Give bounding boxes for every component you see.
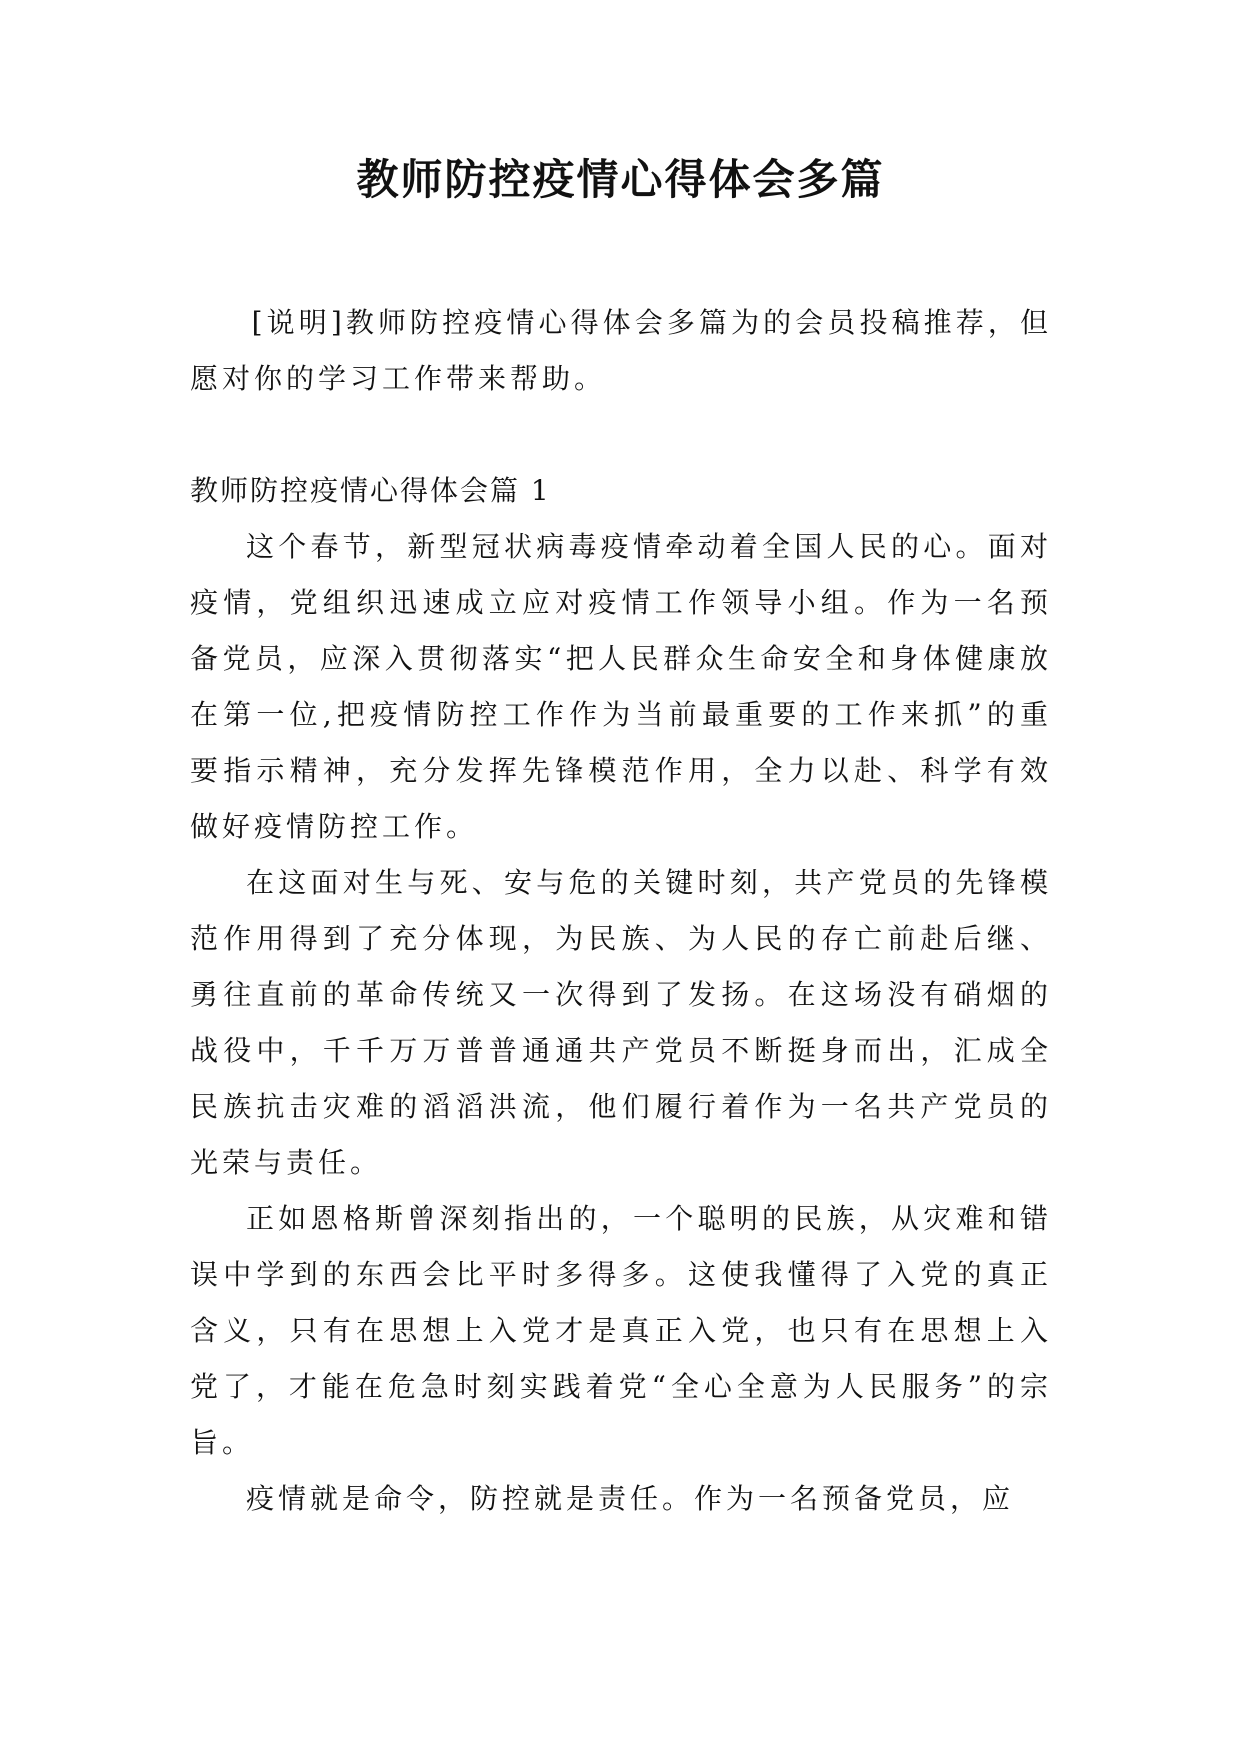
paragraph-1: 这个春节，新型冠状病毒疫情牵动着全国人民的心。面对疫情，党组织迅速成立应对疫情工作领导小组。作为一名预备党员，应深入贯彻落实“把人民群众生命安全和身体健康放在第一位,把疫情防控工作作为当前最重要的工作来抓”的重要指示精神，充分发挥先锋模范作用，全力以赴、科学有效做好疫情防控工作。 (190, 530, 1052, 843)
paragraph-3: 正如恩格斯曾深刻指出的，一个聪明的民族，从灾难和错误中学到的东西会比平时多得多。这使我懂得了入党的真正含义，只有在思想上入党才是真正入党，也只有在思想上入党了，才能在危急时刻实践着党“全心全意为人民服务”的宗旨。 (190, 1202, 1052, 1459)
article-body (190, 463, 1052, 1527)
intro-paragraph: [说明]教师防控疫情心得体会多篇为的会员投稿推荐，但愿对你的学习工作带来帮助。 (190, 306, 1052, 395)
paragraph-2: 在这面对生与死、安与危的关键时刻，共产党员的先锋模范作用得到了充分体现，为民族、为人民的存亡前赴后继、勇往直前的革命传统又一次得到了发扬。在这场没有硝烟的战役中，千千万万普普通通共产党员不断挺身而出，汇成全民族抗击灾难的滔滔洪流，他们履行着作为一名共产党员的光荣与责任。 (190, 866, 1052, 1179)
section-heading: 教师防控疫情心得体会篇 1 (190, 474, 551, 507)
document-title: 教师防控疫情心得体会多篇 (356, 155, 885, 204)
paragraph-4: 疫情就是命令，防控就是责任。作为一名预备党员，应 (246, 1482, 1015, 1515)
intro-block (190, 295, 1052, 407)
